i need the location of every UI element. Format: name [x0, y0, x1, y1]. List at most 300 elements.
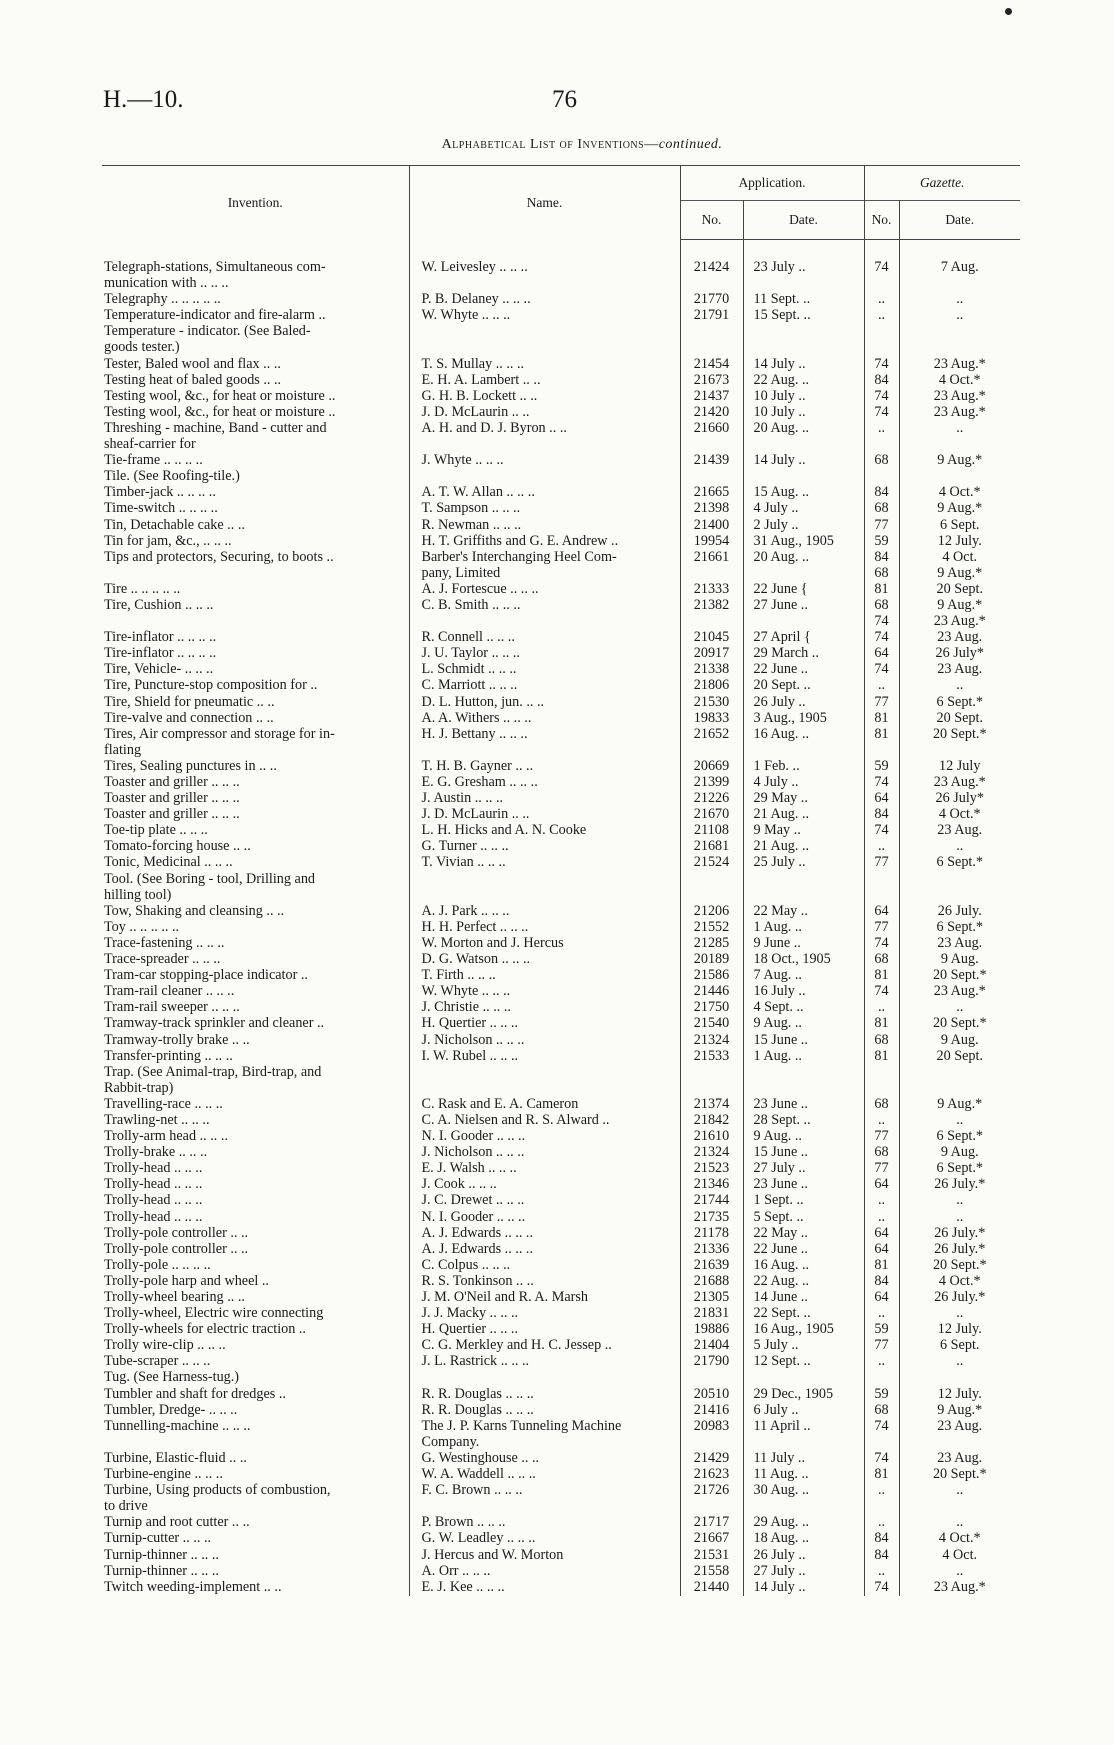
gazette-no-cell: ..: [864, 292, 899, 308]
application-no-cell: 21420: [680, 405, 743, 421]
name-cell: C. B. Smith .. .. ..: [409, 598, 680, 614]
name-cell: J. D. McLaurin .. ..: [409, 405, 680, 421]
application-no-cell: [680, 1499, 743, 1515]
col-application-header: Application.: [680, 166, 864, 201]
application-no-cell: 20983: [680, 1419, 743, 1435]
table-row: [102, 1065, 1020, 1081]
table-row: [102, 775, 1020, 791]
gazette-date-cell: 6 Sept.*: [936, 855, 983, 871]
application-no-cell: 21750: [680, 1000, 743, 1016]
name-cell: G. W. Leadley .. .. ..: [409, 1531, 680, 1547]
application-date-cell: 15 June ..: [743, 1145, 864, 1161]
table-row: [102, 1242, 1020, 1258]
table-row: [102, 324, 1020, 340]
application-no-cell: 21416: [680, 1403, 743, 1419]
application-no-cell: [680, 1435, 743, 1451]
gazette-date-cell: 9 Aug.*: [937, 565, 983, 581]
application-no-cell: 21790: [680, 1354, 743, 1370]
name-cell: [409, 1065, 680, 1081]
application-no-cell: 21726: [680, 1483, 743, 1499]
gazette-no-cell: 77: [864, 695, 899, 711]
invention-cell: Travelling-race .. .. ..: [102, 1097, 409, 1113]
invention-cell: Tug. (See Harness-tug.): [102, 1370, 409, 1386]
invention-cell: Trolly-wheels for electric traction ..: [102, 1322, 409, 1338]
name-cell: [409, 1499, 680, 1515]
name-cell: L. H. Hicks and A. N. Cooke: [409, 823, 680, 839]
invention-cell: Trolly-pole controller .. ..: [102, 1242, 409, 1258]
gazette-no-cell: ..: [864, 1306, 899, 1322]
gazette-date-cell: ..: [956, 1306, 964, 1322]
application-date-cell: 9 Aug. ..: [743, 1016, 864, 1032]
application-date-cell: 15 Aug. ..: [743, 485, 864, 501]
name-cell: J. J. Macky .. .. ..: [409, 1306, 680, 1322]
application-date-cell: 1 Aug. ..: [743, 1049, 864, 1065]
name-cell: E. J. Kee .. .. ..: [409, 1580, 680, 1596]
table-body: [102, 240, 1020, 1596]
application-no-cell: [680, 614, 743, 630]
invention-cell: Tester, Baled wool and flax .. ..: [102, 357, 409, 373]
col-app-no-header: No.: [680, 201, 743, 240]
name-cell: W. Morton and J. Hercus: [409, 936, 680, 952]
name-cell: L. Schmidt .. .. ..: [409, 662, 680, 678]
gazette-no-cell: 68: [864, 1033, 899, 1049]
gazette-date-cell: 23 Aug.: [937, 1418, 983, 1434]
application-date-cell: [743, 1370, 864, 1386]
table-row: [102, 791, 1020, 807]
gazette-date-cell: 23 Aug.*: [933, 356, 986, 372]
invention-cell: Tire-valve and connection .. ..: [102, 711, 409, 727]
application-no-cell: 21285: [680, 936, 743, 952]
application-no-cell: 21639: [680, 1258, 743, 1274]
invention-cell: munication with .. .. ..: [102, 276, 409, 292]
application-date-cell: 25 July ..: [743, 855, 864, 871]
invention-cell: Trolly-head .. .. ..: [102, 1193, 409, 1209]
gazette-no-cell: ..: [864, 1354, 899, 1370]
invention-cell: Trolly-wheel, Electric wire connecting: [102, 1306, 409, 1322]
application-no-cell: 21324: [680, 1033, 743, 1049]
gazette-date-cell: 6 Sept.*: [936, 1129, 983, 1145]
gazette-date-cell: 9 Aug.*: [937, 1402, 983, 1418]
table-row: [102, 920, 1020, 936]
gazette-no-cell: 64: [864, 904, 899, 920]
invention-cell: Threshing - machine, Band - cutter and: [102, 421, 409, 437]
name-cell: Company.: [409, 1435, 680, 1451]
table-row: [102, 518, 1020, 534]
gazette-date-cell: ..: [956, 1209, 964, 1225]
table-row: [102, 1387, 1020, 1403]
name-cell: C. G. Merkley and H. C. Jessep ..: [409, 1338, 680, 1354]
table-row: [102, 968, 1020, 984]
gazette-no-cell: 64: [864, 1226, 899, 1242]
application-date-cell: 4 July ..: [743, 775, 864, 791]
application-no-cell: 21523: [680, 1161, 743, 1177]
invention-cell: Temperature-indicator and fire-alarm ..: [102, 308, 409, 324]
invention-cell: Tire, Vehicle- .. .. ..: [102, 662, 409, 678]
gazette-date-cell: 20 Sept.*: [932, 726, 987, 742]
name-cell: D. G. Watson .. .. ..: [409, 952, 680, 968]
application-no-cell: 21842: [680, 1113, 743, 1129]
application-no-cell: 21424: [680, 260, 743, 276]
name-cell: [409, 324, 680, 340]
gazette-date-cell: 23 Aug.*: [933, 1579, 986, 1595]
name-cell: G. Westinghouse .. ..: [409, 1451, 680, 1467]
gazette-no-cell: 81: [864, 711, 899, 727]
invention-cell: Tires, Sealing punctures in .. ..: [102, 759, 409, 775]
application-date-cell: 22 Aug. ..: [743, 1274, 864, 1290]
col-gaz-date-header: Date.: [899, 201, 1020, 240]
name-cell: P. Brown .. .. ..: [409, 1515, 680, 1531]
application-date-cell: 14 July ..: [743, 357, 864, 373]
table-row: [102, 855, 1020, 871]
table-row: [102, 936, 1020, 952]
name-cell: J. Christie .. .. ..: [409, 1000, 680, 1016]
table-row: [102, 501, 1020, 517]
name-cell: A. Orr .. .. ..: [409, 1564, 680, 1580]
application-date-cell: 18 Oct., 1905: [743, 952, 864, 968]
application-date-cell: 4 Sept. ..: [743, 1000, 864, 1016]
gazette-date-cell: ..: [956, 1354, 964, 1370]
document-reference: H.—10.: [103, 86, 184, 113]
gazette-date-cell: 6 Sept.*: [936, 1161, 983, 1177]
gazette-date-cell: 6 Sept.*: [936, 694, 983, 710]
gazette-no-cell: ..: [864, 1483, 899, 1499]
invention-cell: Turnip and root cutter .. ..: [102, 1515, 409, 1531]
table-row: [102, 1370, 1020, 1386]
name-cell: A. J. Edwards .. .. ..: [409, 1242, 680, 1258]
application-no-cell: 21429: [680, 1451, 743, 1467]
invention-cell: Tunnelling-machine .. .. ..: [102, 1419, 409, 1435]
table-row: [102, 453, 1020, 469]
invention-cell: Trolly-pole .. .. .. ..: [102, 1258, 409, 1274]
invention-cell: Tires, Air compressor and storage for in-: [102, 727, 409, 743]
gazette-no-cell: 81: [864, 968, 899, 984]
application-no-cell: 21660: [680, 421, 743, 437]
name-cell: A. H. and D. J. Byron .. ..: [409, 421, 680, 437]
application-no-cell: 21226: [680, 791, 743, 807]
application-date-cell: 26 July ..: [743, 695, 864, 711]
invention-cell: Turbine-engine .. .. ..: [102, 1467, 409, 1483]
application-date-cell: 12 Sept. ..: [743, 1354, 864, 1370]
col-gazette-header: Gazette.: [864, 166, 1020, 201]
table-row: [102, 469, 1020, 485]
invention-cell: Tips and protectors, Securing, to boots ..: [102, 550, 409, 566]
gazette-date-cell: 26 July.*: [934, 1290, 986, 1305]
name-cell: T. Sampson .. .. ..: [409, 501, 680, 517]
gazette-date-cell: 20 Sept.: [936, 710, 983, 726]
gazette-no-cell: 81: [864, 1016, 899, 1032]
application-no-cell: 21791: [680, 308, 743, 324]
gazette-date-cell: ..: [956, 1515, 964, 1531]
application-no-cell: 21206: [680, 904, 743, 920]
gazette-no-cell: 59: [864, 759, 899, 775]
application-date-cell: [743, 1065, 864, 1081]
application-no-cell: [680, 276, 743, 292]
gazette-date-cell: 26 July.*: [934, 1177, 986, 1193]
name-cell: R. Connell .. .. ..: [409, 630, 680, 646]
gazette-no-cell: 84: [864, 550, 899, 566]
invention-cell: Tire .. .. .. .. ..: [102, 582, 409, 598]
gazette-no-cell: [864, 324, 899, 340]
name-cell: [409, 276, 680, 292]
name-cell: J. Nicholson .. .. ..: [409, 1033, 680, 1049]
application-date-cell: 1 Aug. ..: [743, 920, 864, 936]
table-row: [102, 695, 1020, 711]
gazette-date-cell: [899, 340, 1020, 356]
table-row: [102, 1274, 1020, 1290]
application-date-cell: 28 Sept. ..: [743, 1113, 864, 1129]
application-date-cell: 16 Aug. ..: [743, 1258, 864, 1274]
invention-cell: goods tester.): [102, 340, 409, 356]
gazette-date-cell: 4 Oct.*: [938, 1273, 981, 1289]
table-row: [102, 1049, 1020, 1065]
name-cell: T. Vivian .. .. ..: [409, 855, 680, 871]
table-row: [102, 292, 1020, 308]
gazette-date-cell: 23 Aug.*: [933, 775, 986, 790]
gazette-no-cell: [864, 872, 899, 888]
gazette-no-cell: 59: [864, 1387, 899, 1403]
name-cell: I. W. Rubel .. .. ..: [409, 1049, 680, 1065]
gazette-date-cell: 26 July.*: [934, 1241, 986, 1257]
name-cell: [409, 1370, 680, 1386]
name-cell: H. Quertier .. .. ..: [409, 1322, 680, 1338]
invention-cell: Tool. (See Boring - tool, Drilling and: [102, 872, 409, 888]
gazette-date-cell: [899, 888, 1020, 904]
table-row: [102, 421, 1020, 437]
invention-cell: Trolly-pole harp and wheel ..: [102, 1274, 409, 1290]
name-cell: T. Firth .. .. ..: [409, 968, 680, 984]
gazette-no-cell: 68: [864, 566, 899, 582]
table-row: [102, 1451, 1020, 1467]
gazette-no-cell: 64: [864, 646, 899, 662]
gazette-no-cell: [864, 1065, 899, 1081]
invention-cell: Trolly-head .. .. ..: [102, 1210, 409, 1226]
name-cell: pany, Limited: [409, 566, 680, 582]
application-date-cell: 21 Aug. ..: [743, 807, 864, 823]
name-cell: A. J. Fortescue .. .. ..: [409, 582, 680, 598]
gazette-no-cell: [864, 437, 899, 453]
gazette-no-cell: 68: [864, 598, 899, 614]
application-date-cell: [743, 888, 864, 904]
table-row: [102, 1290, 1020, 1306]
invention-cell: Trolly-wheel bearing .. ..: [102, 1290, 409, 1306]
gazette-date-cell: 4 Oct.: [942, 549, 978, 565]
table-row: [102, 872, 1020, 888]
gazette-no-cell: 64: [864, 1177, 899, 1193]
gazette-no-cell: ..: [864, 1193, 899, 1209]
gazette-date-cell: 26 July.: [937, 903, 982, 919]
gazette-date-cell: 4 Oct.: [942, 1547, 978, 1563]
table-row: [102, 1129, 1020, 1145]
invention-cell: Transfer-printing .. .. ..: [102, 1049, 409, 1065]
gazette-date-cell: [899, 872, 1020, 888]
name-cell: J. U. Taylor .. .. ..: [409, 646, 680, 662]
application-no-cell: 21806: [680, 678, 743, 694]
gazette-date-cell: 12 July.: [937, 1386, 982, 1402]
invention-cell: Tow, Shaking and cleansing .. ..: [102, 904, 409, 920]
gazette-no-cell: 84: [864, 807, 899, 823]
invention-cell: [102, 1435, 409, 1451]
name-cell: Barber's Interchanging Heel Com-: [409, 550, 680, 566]
name-cell: [409, 1081, 680, 1097]
gazette-date-cell: 20 Sept.*: [932, 1467, 987, 1483]
application-date-cell: 2 July ..: [743, 518, 864, 534]
application-no-cell: 21404: [680, 1338, 743, 1354]
table-row: [102, 1226, 1020, 1242]
application-date-cell: 22 May ..: [743, 1226, 864, 1242]
application-no-cell: 20510: [680, 1387, 743, 1403]
application-date-cell: 29 Dec., 1905: [743, 1387, 864, 1403]
gazette-no-cell: 64: [864, 791, 899, 807]
gazette-no-cell: 59: [864, 534, 899, 550]
application-date-cell: 29 March ..: [743, 646, 864, 662]
table-row: [102, 1161, 1020, 1177]
table-row: [102, 1097, 1020, 1113]
gazette-date-cell: 12 July.: [937, 533, 982, 549]
gazette-date-cell: 20 Sept.*: [932, 1257, 987, 1273]
application-no-cell: 21398: [680, 501, 743, 517]
gazette-date-cell: [899, 324, 1020, 340]
gazette-date-cell: 6 Sept.: [940, 1338, 980, 1354]
gazette-no-cell: 74: [864, 823, 899, 839]
application-date-cell: 9 May ..: [743, 823, 864, 839]
gazette-date-cell: [899, 437, 1020, 453]
invention-cell: Tin for jam, &c., .. .. ..: [102, 534, 409, 550]
name-cell: R. R. Douglas .. .. ..: [409, 1403, 680, 1419]
page-number: 76: [552, 86, 577, 113]
application-no-cell: 21665: [680, 485, 743, 501]
table-row: [102, 1016, 1020, 1032]
gazette-no-cell: 68: [864, 1145, 899, 1161]
gazette-no-cell: ..: [864, 1000, 899, 1016]
application-date-cell: 23 June ..: [743, 1177, 864, 1193]
application-date-cell: 27 April {: [743, 630, 864, 646]
gazette-no-cell: 74: [864, 1580, 899, 1596]
col-gaz-no-header: No.: [864, 201, 899, 240]
gazette-date-cell: 9 Aug.: [940, 952, 979, 968]
gazette-date-cell: 26 July.*: [934, 1225, 986, 1241]
application-no-cell: 21586: [680, 968, 743, 984]
application-no-cell: 21305: [680, 1290, 743, 1306]
application-date-cell: 4 July ..: [743, 501, 864, 517]
invention-cell: Testing wool, &c., for heat or moisture ..: [102, 405, 409, 421]
application-date-cell: 22 Sept. ..: [743, 1306, 864, 1322]
invention-cell: to drive: [102, 1499, 409, 1515]
application-date-cell: 11 July ..: [743, 1451, 864, 1467]
gazette-date-cell: 9 Aug.*: [937, 597, 983, 613]
gazette-date-cell: ..: [956, 1112, 964, 1128]
name-cell: G. H. B. Lockett .. ..: [409, 389, 680, 405]
name-cell: [409, 888, 680, 904]
application-date-cell: [743, 437, 864, 453]
name-cell: R. R. Douglas .. .. ..: [409, 1387, 680, 1403]
application-no-cell: 21533: [680, 1049, 743, 1065]
table-row: [102, 1081, 1020, 1097]
invention-cell: Tram-rail cleaner .. .. ..: [102, 984, 409, 1000]
application-no-cell: 21382: [680, 598, 743, 614]
application-no-cell: 21374: [680, 1097, 743, 1113]
gazette-no-cell: 77: [864, 1129, 899, 1145]
gazette-date-cell: 7 Aug.: [940, 260, 979, 275]
table-row: [102, 1338, 1020, 1354]
application-no-cell: 21531: [680, 1548, 743, 1564]
application-date-cell: [743, 469, 864, 485]
application-date-cell: 31 Aug., 1905: [743, 534, 864, 550]
application-date-cell: 6 July ..: [743, 1403, 864, 1419]
gazette-no-cell: 81: [864, 1258, 899, 1274]
name-cell: D. L. Hutton, jun. .. ..: [409, 695, 680, 711]
application-date-cell: 20 Sept. ..: [743, 678, 864, 694]
application-date-cell: 11 April ..: [743, 1419, 864, 1435]
invention-cell: Telegraph-stations, Simultaneous com-: [102, 260, 409, 276]
table-row: [102, 485, 1020, 501]
application-date-cell: 22 Aug. ..: [743, 373, 864, 389]
gazette-date-cell: 23 Aug.: [937, 662, 983, 678]
invention-cell: Trolly-brake .. .. ..: [102, 1145, 409, 1161]
table-header: [102, 166, 1020, 240]
name-cell: [409, 340, 680, 356]
name-cell: A. T. W. Allan .. .. ..: [409, 485, 680, 501]
gazette-no-cell: 84: [864, 485, 899, 501]
invention-cell: Tile. (See Roofing-tile.): [102, 469, 409, 485]
inventions-table: [102, 165, 1020, 1596]
application-date-cell: [743, 566, 864, 582]
gazette-no-cell: 74: [864, 630, 899, 646]
application-date-cell: 29 May ..: [743, 791, 864, 807]
table-row: [102, 373, 1020, 389]
name-cell: E. H. A. Lambert .. ..: [409, 373, 680, 389]
gazette-no-cell: 84: [864, 1548, 899, 1564]
application-no-cell: [680, 1081, 743, 1097]
invention-cell: Toy .. .. .. .. ..: [102, 920, 409, 936]
application-date-cell: 14 July ..: [743, 453, 864, 469]
gazette-date-cell: 6 Sept.: [940, 517, 980, 533]
gazette-date-cell: ..: [956, 1000, 964, 1016]
gazette-date-cell: 23 Aug.*: [933, 388, 986, 404]
name-cell: The J. P. Karns Tunneling Machine: [409, 1419, 680, 1435]
invention-cell: Tire-inflator .. .. .. ..: [102, 646, 409, 662]
gazette-date-cell: [899, 1081, 1020, 1097]
gazette-date-cell: 9 Aug.*: [937, 1096, 983, 1112]
table-row: [102, 984, 1020, 1000]
application-no-cell: 20917: [680, 646, 743, 662]
gazette-no-cell: 81: [864, 727, 899, 743]
invention-cell: Tomato-forcing house .. ..: [102, 839, 409, 855]
gazette-date-cell: [899, 469, 1020, 485]
caption-main: Alphabetical List of Inventions—: [441, 137, 659, 152]
application-no-cell: 21735: [680, 1210, 743, 1226]
gazette-no-cell: 77: [864, 1338, 899, 1354]
application-no-cell: 21670: [680, 807, 743, 823]
invention-cell: Temperature - indicator. (See Baled-: [102, 324, 409, 340]
name-cell: H. T. Griffiths and G. E. Andrew ..: [409, 534, 680, 550]
table-row: [102, 727, 1020, 743]
application-no-cell: 21346: [680, 1177, 743, 1193]
name-cell: [409, 743, 680, 759]
application-date-cell: [743, 872, 864, 888]
name-cell: T. H. B. Gayner .. ..: [409, 759, 680, 775]
gazette-no-cell: 74: [864, 260, 899, 276]
gazette-no-cell: 74: [864, 775, 899, 791]
caption-continued: continued.: [658, 137, 723, 152]
gazette-no-cell: 81: [864, 1049, 899, 1065]
invention-cell: Trace-fastening .. .. ..: [102, 936, 409, 952]
application-no-cell: 21681: [680, 839, 743, 855]
name-cell: E. G. Gresham .. .. ..: [409, 775, 680, 791]
application-no-cell: 20669: [680, 759, 743, 775]
gazette-no-cell: [864, 1435, 899, 1451]
table-row: [102, 308, 1020, 324]
table-row: [102, 646, 1020, 662]
